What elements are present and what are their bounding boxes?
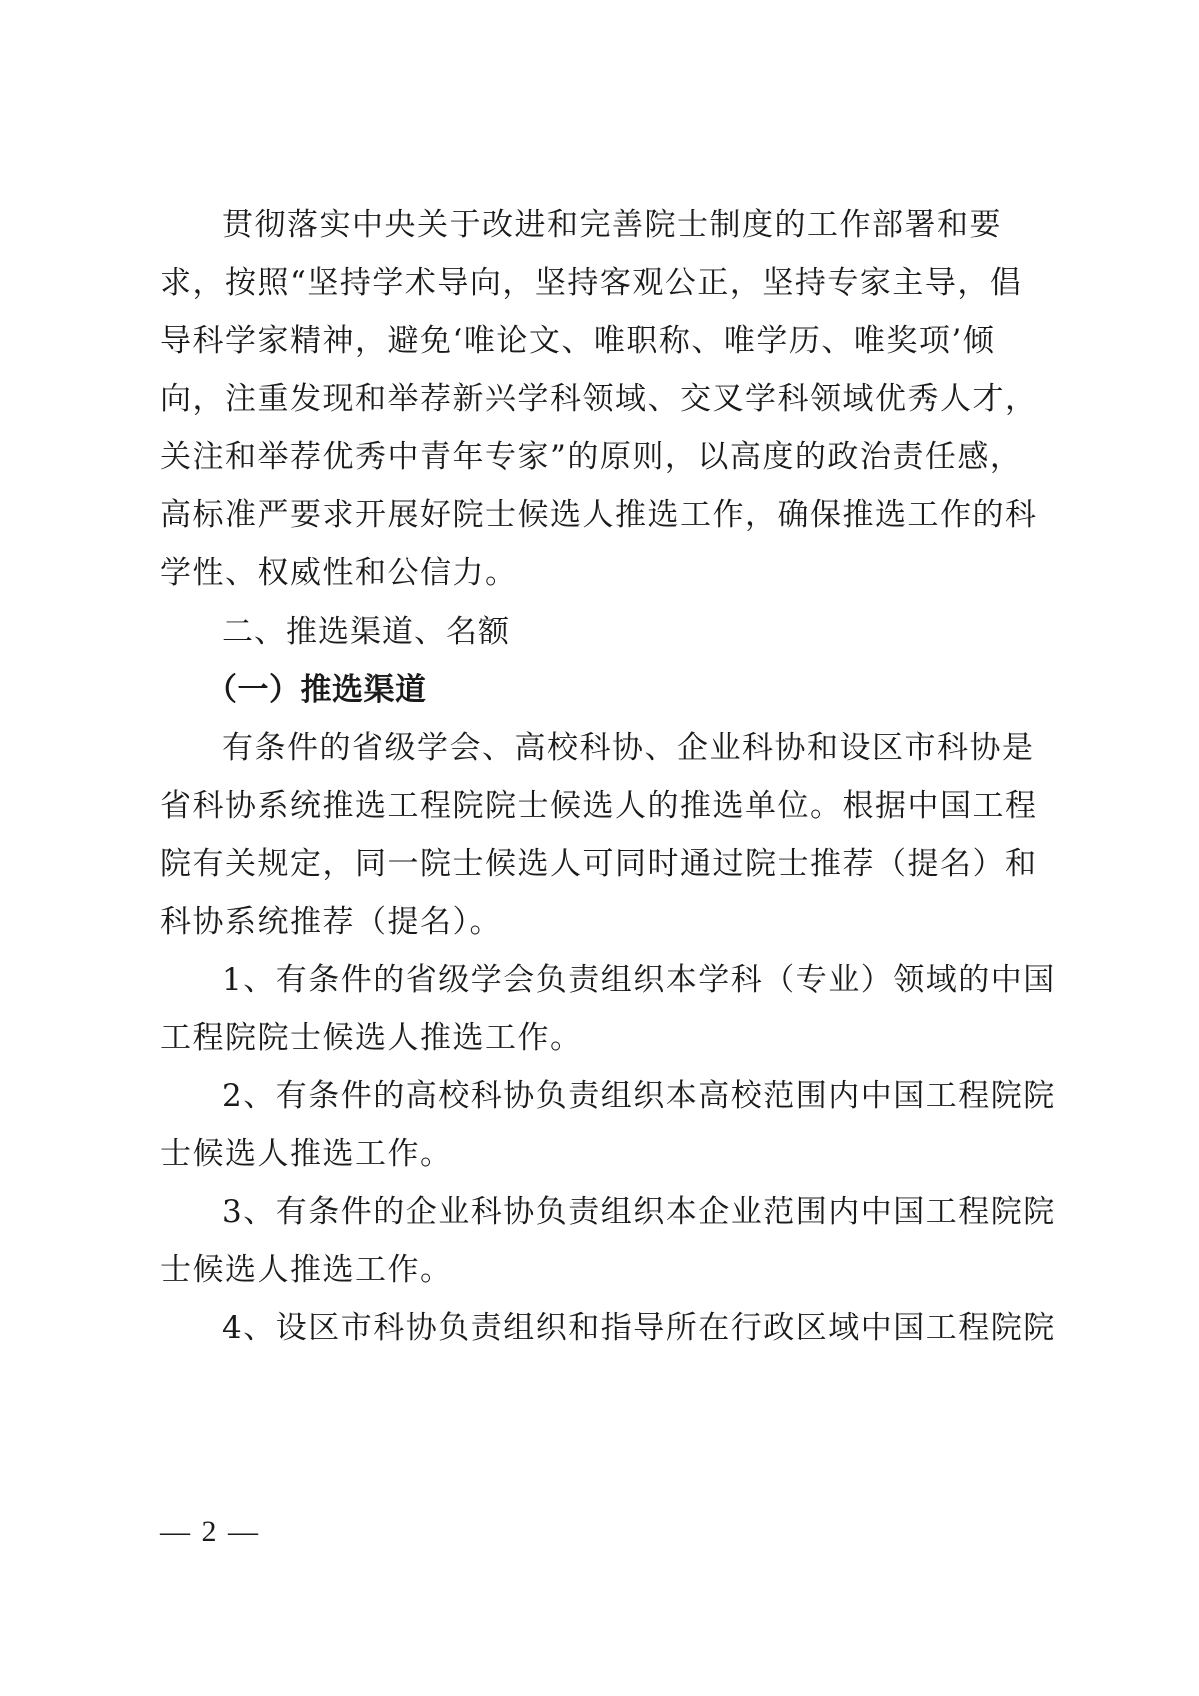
subsection-heading: （一）推选渠道 <box>206 672 427 708</box>
paragraph-line: 院有关规定，同一院士候选人可同时通过院士推荐（提名）和 <box>160 846 1038 882</box>
list-item-line: 4、设区市科协负责组织和指导所在行政区域中国工程院院 <box>222 1310 1056 1346</box>
paragraph-line: 求，按照“坚持学术导向，坚持客观公正，坚持专家主导，倡 <box>160 265 1023 301</box>
list-item-line: 1、有条件的省级学会负责组织本学科（专业）领域的中国 <box>222 962 1056 998</box>
paragraph-line: 向，注重发现和举荐新兴学科领域、交叉学科领域优秀人才， <box>160 381 1038 417</box>
paragraph-line: 省科协系统推选工程院院士候选人的推选单位。根据中国工程 <box>160 788 1038 824</box>
list-item-line: 3、有条件的企业科协负责组织本企业范围内中国工程院院 <box>222 1194 1056 1230</box>
paragraph-line: 导科学家精神，避免‘唯论文、唯职称、唯学历、唯奖项’倾 <box>160 323 996 359</box>
paragraph-line: 高标准严要求开展好院士候选人推选工作，确保推选工作的科 <box>160 497 1038 533</box>
list-item-line: 工程院院士候选人推选工作。 <box>160 1020 583 1056</box>
list-item-line: 2、有条件的高校科协负责组织本高校范围内中国工程院院 <box>222 1078 1056 1114</box>
section-heading: 二、推选渠道、名额 <box>222 614 510 650</box>
paragraph-line: 科协系统推荐（提名）。 <box>160 904 502 940</box>
paragraph-line: 关注和举荐优秀中青年专家”的原则，以高度的政治责任感， <box>160 439 1023 475</box>
paragraph-line: 贯彻落实中央关于改进和完善院士制度的工作部署和要 <box>222 207 1002 243</box>
list-item-line: 士候选人推选工作。 <box>160 1136 453 1172</box>
paragraph-line: 学性、权威性和公信力。 <box>160 555 518 591</box>
page-number: — 2 — <box>160 1515 260 1548</box>
paragraph-line: 有条件的省级学会、高校科协、企业科协和设区市科协是 <box>222 730 1035 766</box>
list-item-line: 士候选人推选工作。 <box>160 1252 453 1288</box>
